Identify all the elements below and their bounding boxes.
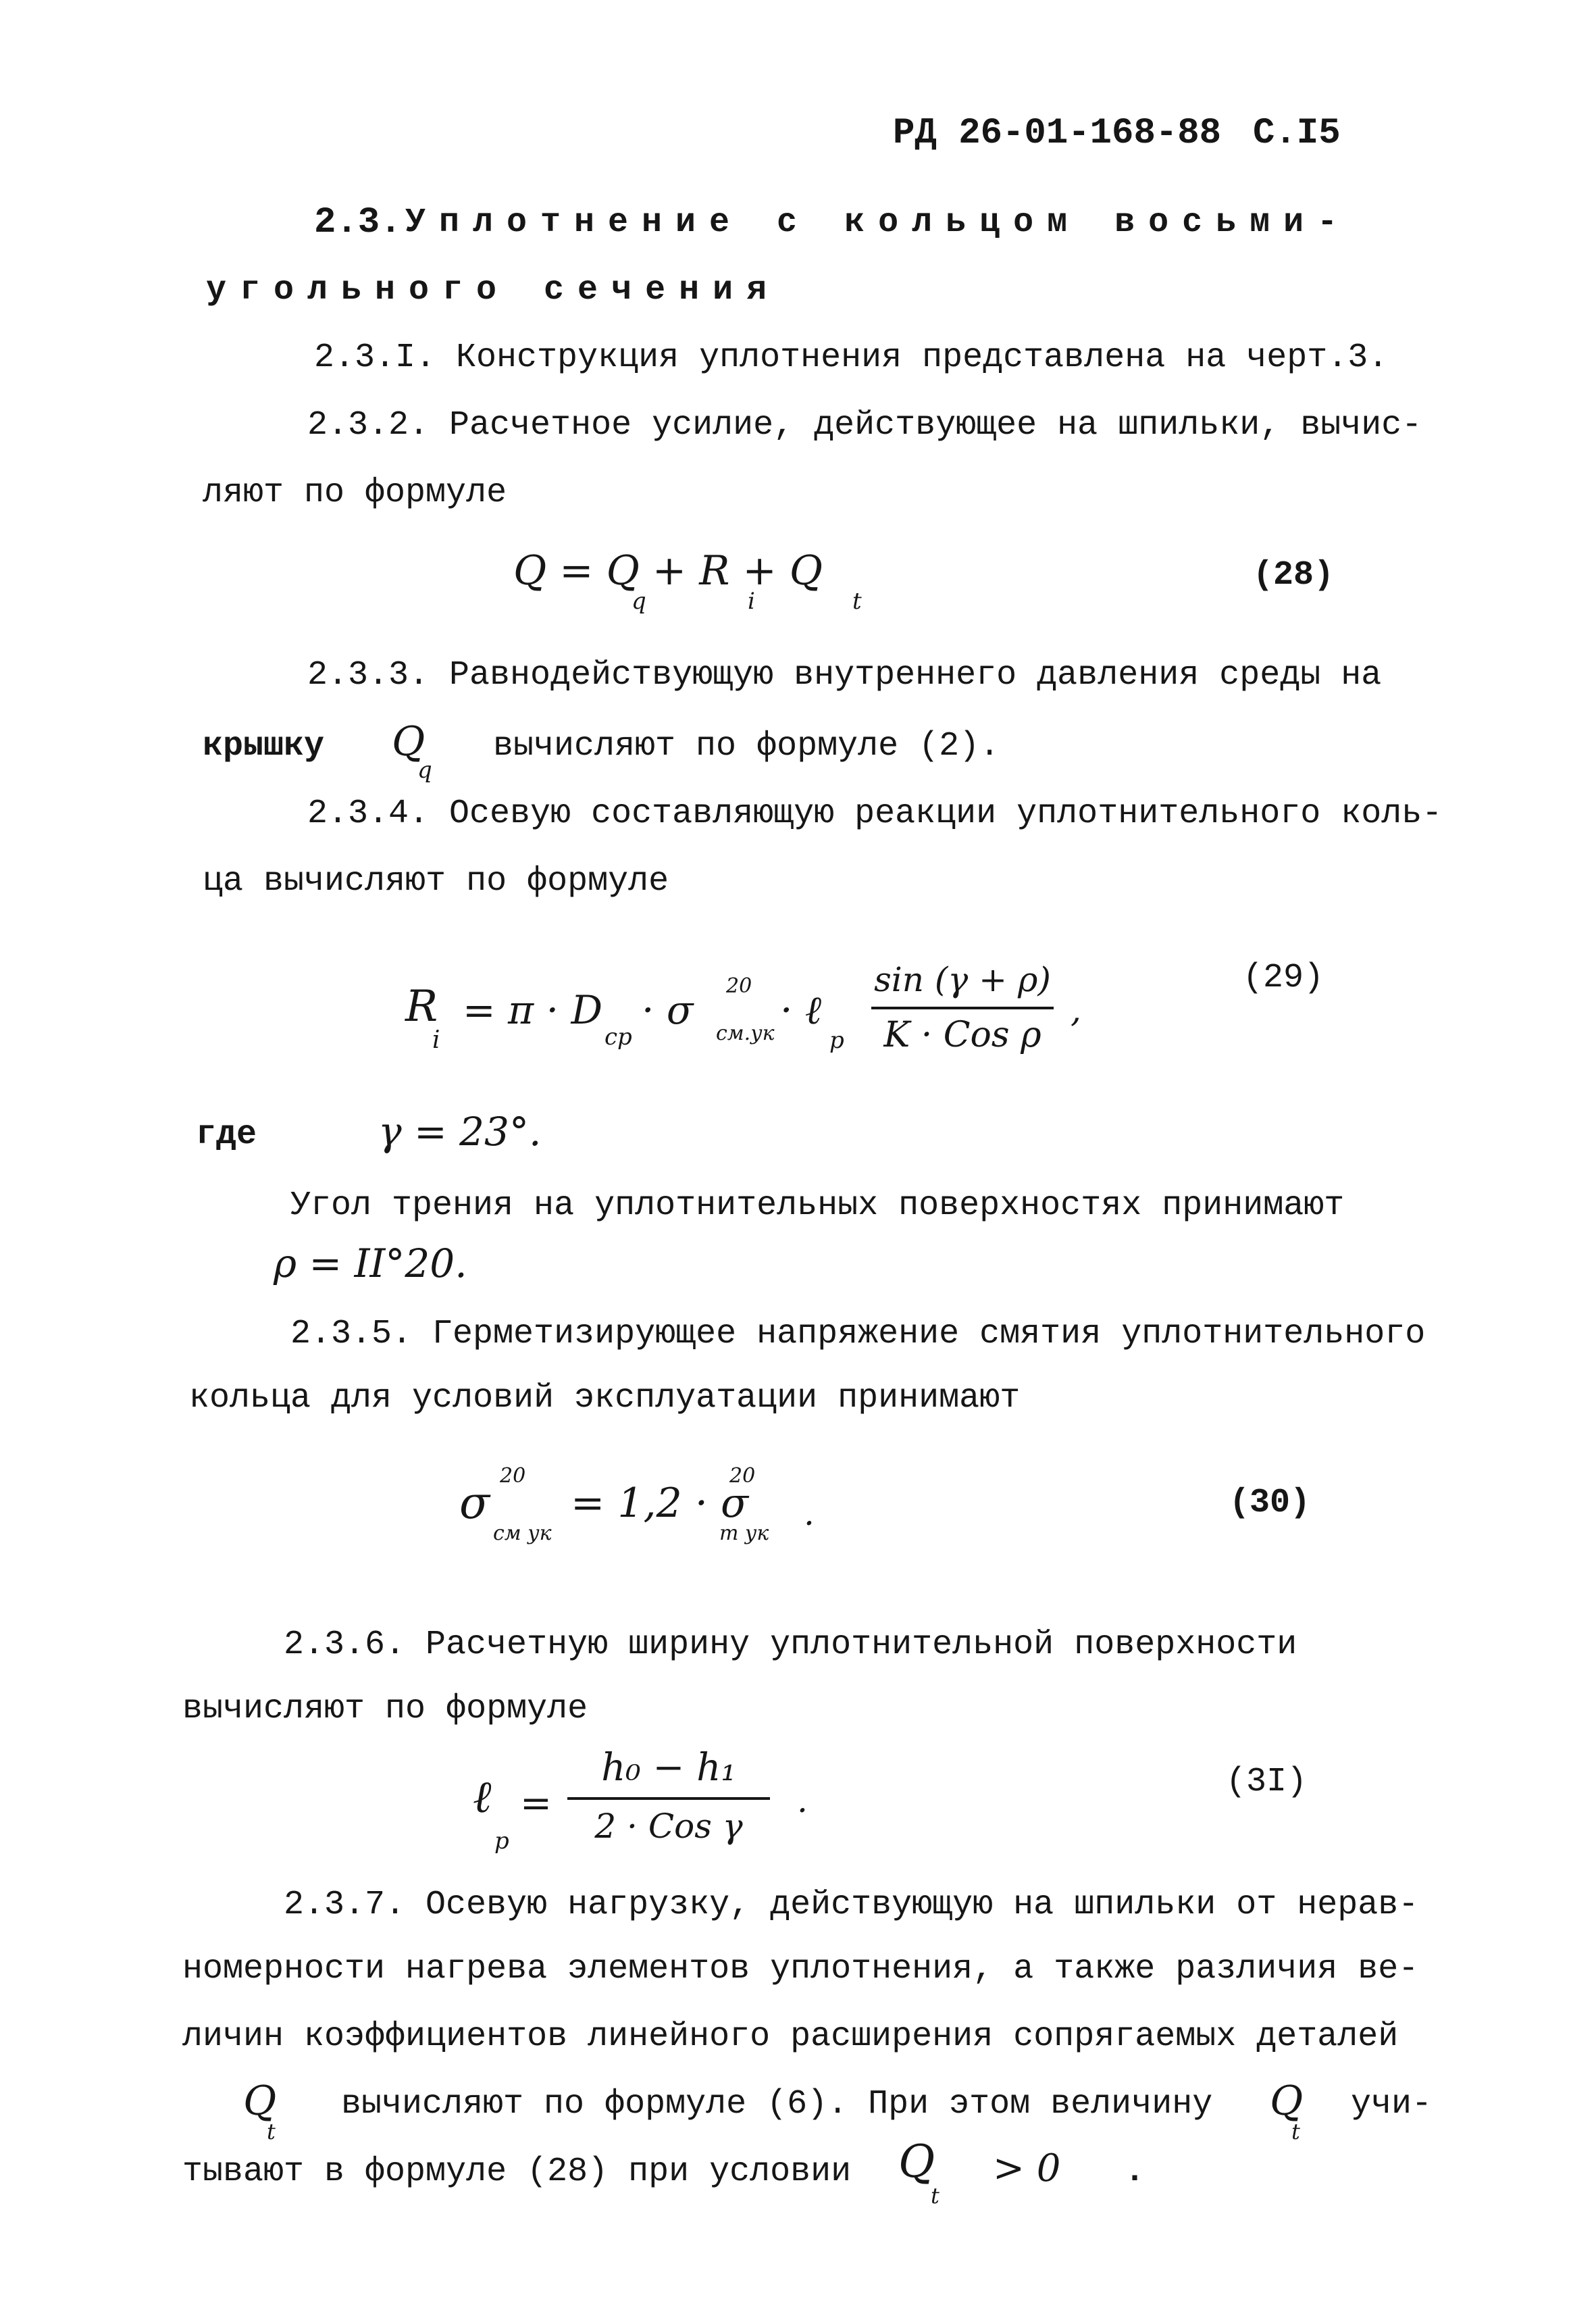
paragraph-2-3-4-line1: 2.3.4. Осевую составляющую реакции уплотнительного коль- bbox=[307, 795, 1443, 833]
paragraph-2-3-3-line1: 2.3.3. Равнодействующую внутреннего давления среды на bbox=[307, 656, 1382, 695]
eq31-lhs-sub: р bbox=[494, 1828, 509, 1855]
equation-28-formula: Q = Q + R + Q bbox=[513, 547, 823, 595]
symbol-qt-1-sub: t bbox=[267, 2119, 276, 2144]
paragraph-2-3-2-line1: 2.3.2. Расчетное усилие, действующее на шпильки, вычис- bbox=[307, 406, 1422, 445]
eq29-denominator: K · Cos ρ bbox=[883, 1015, 1041, 1055]
condition-q: Q bbox=[898, 2136, 935, 2188]
eq28-sub-t: t bbox=[852, 588, 862, 615]
paragraph-2-3-7-line5: тывают в формуле (28) при условии bbox=[182, 2153, 852, 2191]
eq29-lhs-sub: i bbox=[432, 1026, 440, 1054]
where-label: где bbox=[196, 1115, 257, 1154]
paragraph-2-3-5-line1: 2.3.5. Герметизирующее напряжение смятия уплотнительного bbox=[290, 1315, 1426, 1353]
eq29-fraction bbox=[871, 959, 1054, 1074]
equation-29-number: (29) bbox=[1243, 959, 1324, 997]
eq30-dot: . bbox=[804, 1494, 815, 1533]
paragraph-2-3-6-line1: 2.3.6. Расчетную ширину уплотнительной поверхности bbox=[284, 1626, 1297, 1664]
section-number: 2.3. bbox=[314, 202, 402, 243]
eq29-comma: , bbox=[1071, 990, 1081, 1030]
eq29-l-sub: р bbox=[829, 1027, 844, 1054]
paragraph-2-3-7-line3: личин коэффициентов линейного расширения сопрягаемых деталей bbox=[182, 2017, 1399, 2056]
equation-28 bbox=[513, 547, 823, 595]
eq29-fraction-bar bbox=[871, 1007, 1054, 1009]
final-dot: . bbox=[1125, 2153, 1145, 2191]
eq31-fraction-bar bbox=[567, 1797, 770, 1800]
paragraph-2-3-6-line2: вычисляют по формуле bbox=[182, 1690, 588, 1728]
page-number: С.I5 bbox=[1253, 113, 1341, 154]
equation-31-number: (3I) bbox=[1226, 1763, 1308, 1801]
paragraph-2-3-3-word: крышку bbox=[203, 727, 325, 765]
eq29-numerator: sin (γ + ρ) bbox=[874, 960, 1051, 999]
paragraph-2-3-1: 2.3.I. Конструкция уплотнения представлена на черт.3. bbox=[314, 338, 1389, 377]
symbol-qt-2-sub: t bbox=[1291, 2119, 1300, 2144]
paragraph-2-3-2-line2: ляют по формуле bbox=[203, 474, 507, 512]
condition-relation: > 0 bbox=[993, 2146, 1061, 2190]
eq30-sigma2-sup: 20 bbox=[729, 1464, 756, 1488]
paragraph-2-3-3-line2: вычисляют по формуле (2). bbox=[493, 727, 1000, 765]
paragraph-2-3-4-line2: ца вычисляют по формуле bbox=[203, 862, 669, 901]
equation-28-number: (28) bbox=[1253, 556, 1335, 595]
equation-30-number: (30) bbox=[1229, 1484, 1311, 1522]
eq29-sigma: · σ bbox=[642, 987, 694, 1033]
section-title-line1: Уплотнение с кольцом восьми- bbox=[405, 203, 1352, 242]
eq29-sigma-sub: см.ук bbox=[716, 1022, 775, 1045]
eq31-lhs: ℓ bbox=[473, 1771, 492, 1823]
condition-q-sub: t bbox=[931, 2183, 939, 2209]
eq31-dot: . bbox=[797, 1781, 808, 1820]
rho-value: ρ = II°20. bbox=[274, 1240, 467, 1286]
paragraph-2-3-5-line2: кольца для условий эксплуатации принимают bbox=[189, 1379, 1021, 1417]
eq28-sub-r: i bbox=[748, 588, 755, 615]
symbol-q: Q bbox=[392, 718, 426, 765]
doc-code: РД 26-01-168-88 bbox=[893, 113, 1222, 154]
paragraph-2-3-7-line4a: вычисляют по формуле (6). При этом величину bbox=[341, 2085, 1213, 2123]
eq31-eq: = bbox=[520, 1782, 552, 1826]
eq29-mid: = π · D bbox=[463, 987, 602, 1033]
eq30-sigma1: σ bbox=[459, 1477, 490, 1529]
eq30-sigma2-sub: т ук bbox=[719, 1521, 769, 1545]
eq29-l: · ℓ bbox=[780, 987, 822, 1033]
friction-line1: Угол трения на уплотнительных поверхностях принимают bbox=[290, 1186, 1345, 1225]
paragraph-2-3-7-line2: номерности нагрева элементов уплотнения, а также различия ве- bbox=[182, 1950, 1419, 1988]
eq29-lhs: R bbox=[405, 982, 438, 1032]
symbol-qt-1: Q bbox=[243, 2078, 277, 2125]
eq29-mid-sub: ср bbox=[604, 1024, 632, 1051]
gamma-value: γ = 23°. bbox=[378, 1109, 542, 1155]
eq28-sub-q: q bbox=[632, 588, 646, 615]
paragraph-2-3-7-line1: 2.3.7. Осевую нагрузку, действующую на шпильки от нерав- bbox=[284, 1886, 1419, 1924]
section-title-line2: угольного сечения bbox=[206, 271, 781, 309]
paragraph-2-3-7-line4b: учи- bbox=[1351, 2085, 1433, 2123]
eq30-mid: = 1,2 · σ bbox=[571, 1480, 748, 1527]
eq29-sigma-sup: 20 bbox=[726, 974, 752, 998]
symbol-q-sub: q bbox=[417, 757, 432, 784]
eq30-sigma1-sub: см ук bbox=[493, 1521, 552, 1545]
eq31-denominator: 2 · Cos γ bbox=[594, 1807, 743, 1846]
symbol-qt-2: Q bbox=[1270, 2078, 1304, 2125]
eq31-numerator: h₀ − h₁ bbox=[601, 1746, 736, 1790]
eq30-sigma1-sup: 20 bbox=[500, 1464, 526, 1488]
eq31-fraction bbox=[567, 1746, 770, 1861]
